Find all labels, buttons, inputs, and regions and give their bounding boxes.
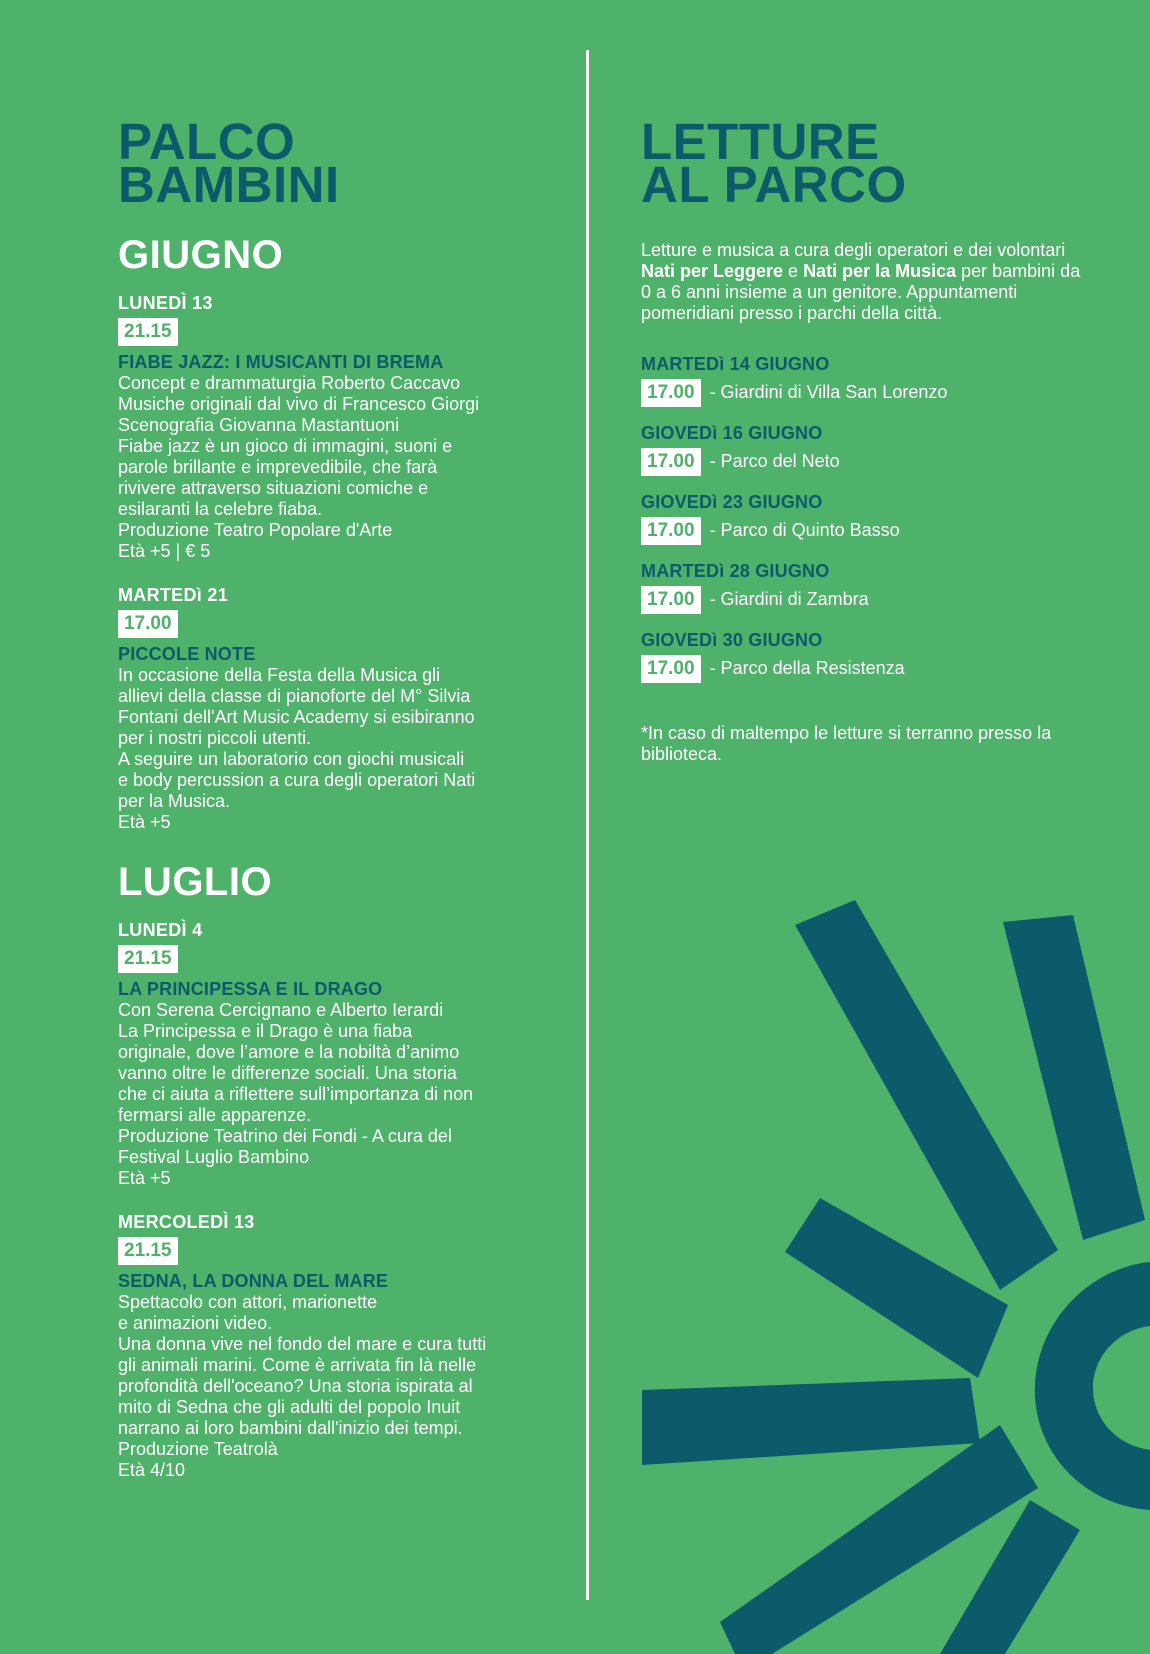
event-item — [118, 292, 558, 562]
event-description: Spettacolo con attori, marionette e animazioni video. Una donna vive nel fondo del mare e cura tutti gli animali marini. Come è arrivata fin là nelle profondità dell'oceano? Una storia ispirata al mito di Sedna che gli adulti del popolo Inuit narrano ai loro bambini dall'inizio dei tempi. Produzione Teatrolà Età 4/10 — [118, 1292, 487, 1480]
event-day: MERCOLEDÌ 13 — [118, 1212, 255, 1232]
reading-line — [641, 448, 1081, 476]
sun-center-ring — [1035, 1262, 1150, 1510]
event-item — [118, 919, 558, 1189]
title-line: LETTURE — [641, 113, 880, 170]
reading-line — [641, 655, 1081, 683]
event-day: MARTEDì 21 — [118, 585, 229, 605]
event-description: In occasione della Festa della Musica gli allievi della classe di pianoforte del M° Silvia Fontani dell'Art Music Academy si esibiranno per i nostri piccoli utenti. A seguire un laboratorio con giochi musicali e body percussion a cura degli operatori Nati per la Musica. Età +5 — [118, 665, 476, 832]
title-line: BAMBINI — [118, 156, 340, 213]
event-description: Concept e drammaturgia Roberto Caccavo Musiche originali dal vivo di Francesco Giorgi Scenografia Giovanna Mastantuoni Fiabe jazz è un gioco di immagini, suoni e parole brillante e imprevedibile, che farà rivivere attraverso situazioni comiche e esilaranti la celebre fiaba. Produzione Teatro Popolare d'Arte Età +5 | € 5 — [118, 373, 480, 561]
reading-place: - Parco del Neto — [709, 451, 840, 471]
event-time-badge: 17.00 — [118, 610, 178, 638]
reading-day: GIOVEDì 16 GIUGNO — [641, 423, 823, 443]
reading-place: - Giardini di Villa San Lorenzo — [709, 382, 948, 402]
intro-text: e — [783, 261, 804, 281]
event-title: FIABE JAZZ: I MUSICANTI DI BREMA — [118, 352, 444, 372]
reading-time-badge: 17.00 — [641, 586, 701, 614]
month-heading-giugno: GIUGNO — [118, 233, 284, 277]
intro-paragraph — [641, 240, 1081, 324]
event-title: PICCOLE NOTE — [118, 644, 256, 664]
reading-item — [641, 561, 1081, 614]
section-title-palco-bambini — [118, 113, 558, 213]
reading-line — [641, 517, 1081, 545]
reading-day: GIOVEDì 30 GIUGNO — [641, 630, 823, 650]
column-divider — [586, 50, 589, 1600]
reading-item — [641, 423, 1081, 476]
event-item — [118, 584, 558, 833]
reading-line — [641, 379, 1081, 407]
event-time-badge: 21.15 — [118, 1237, 178, 1265]
month-heading-luglio: LUGLIO — [118, 860, 273, 904]
event-title: LA PRINCIPESSA E IL DRAGO — [118, 979, 383, 999]
event-title: SEDNA, LA DONNA DEL MARE — [118, 1271, 389, 1291]
reading-line — [641, 586, 1081, 614]
reading-item — [641, 630, 1081, 683]
reading-day: MARTEDì 14 GIUGNO — [641, 354, 830, 374]
title-line: PALCO — [118, 113, 296, 170]
reading-day: GIOVEDì 23 GIUGNO — [641, 492, 823, 512]
event-day: LUNEDÌ 4 — [118, 920, 203, 940]
sun-ray — [1003, 915, 1145, 1240]
reading-item — [641, 492, 1081, 545]
palco-bambini-column — [118, 113, 558, 1503]
reading-place: - Parco della Resistenza — [709, 658, 905, 678]
event-item — [118, 1211, 558, 1481]
reading-time-badge: 17.00 — [641, 655, 701, 683]
weather-note: *In caso di maltempo le letture si terranno presso la biblioteca. — [641, 723, 1052, 764]
event-time-badge: 21.15 — [118, 945, 178, 973]
reading-day: MARTEDì 28 GIUGNO — [641, 561, 830, 581]
intro-bold: Nati per la Musica — [803, 261, 957, 281]
section-title-letture-al-parco — [641, 113, 1081, 213]
reading-place: - Giardini di Zambra — [709, 589, 869, 609]
intro-bold: Nati per Leggere — [641, 261, 784, 281]
reading-place: - Parco di Quinto Basso — [709, 520, 900, 540]
intro-text: per bambini da 0 a 6 anni insieme a un genitore. Appuntamenti pomeridiani presso i parchi della città. — [641, 261, 1081, 323]
event-time-badge: 21.15 — [118, 318, 178, 346]
reading-time-badge: 17.00 — [641, 379, 701, 407]
sun-ray — [642, 1378, 980, 1465]
intro-text: Letture e musica a cura degli operatori e dei volontari — [641, 240, 1066, 260]
title-line: AL PARCO — [641, 156, 907, 213]
reading-item — [641, 354, 1081, 407]
event-description: Con Serena Cercignano e Alberto Ierardi La Principessa e il Drago è una fiaba originale, dove l’amore e la nobiltà d’animo vanno oltre le differenze sociali. Una storia che ci aiuta a riflettere sull’importanza di non fermarsi alle apparenze. Produzione Teatrino dei Fondi - A cura del Festival Luglio Bambino Età +5 — [118, 1000, 474, 1188]
event-day: LUNEDÌ 13 — [118, 293, 213, 313]
letture-al-parco-column — [641, 113, 1081, 765]
reading-time-badge: 17.00 — [641, 517, 701, 545]
reading-time-badge: 17.00 — [641, 448, 701, 476]
